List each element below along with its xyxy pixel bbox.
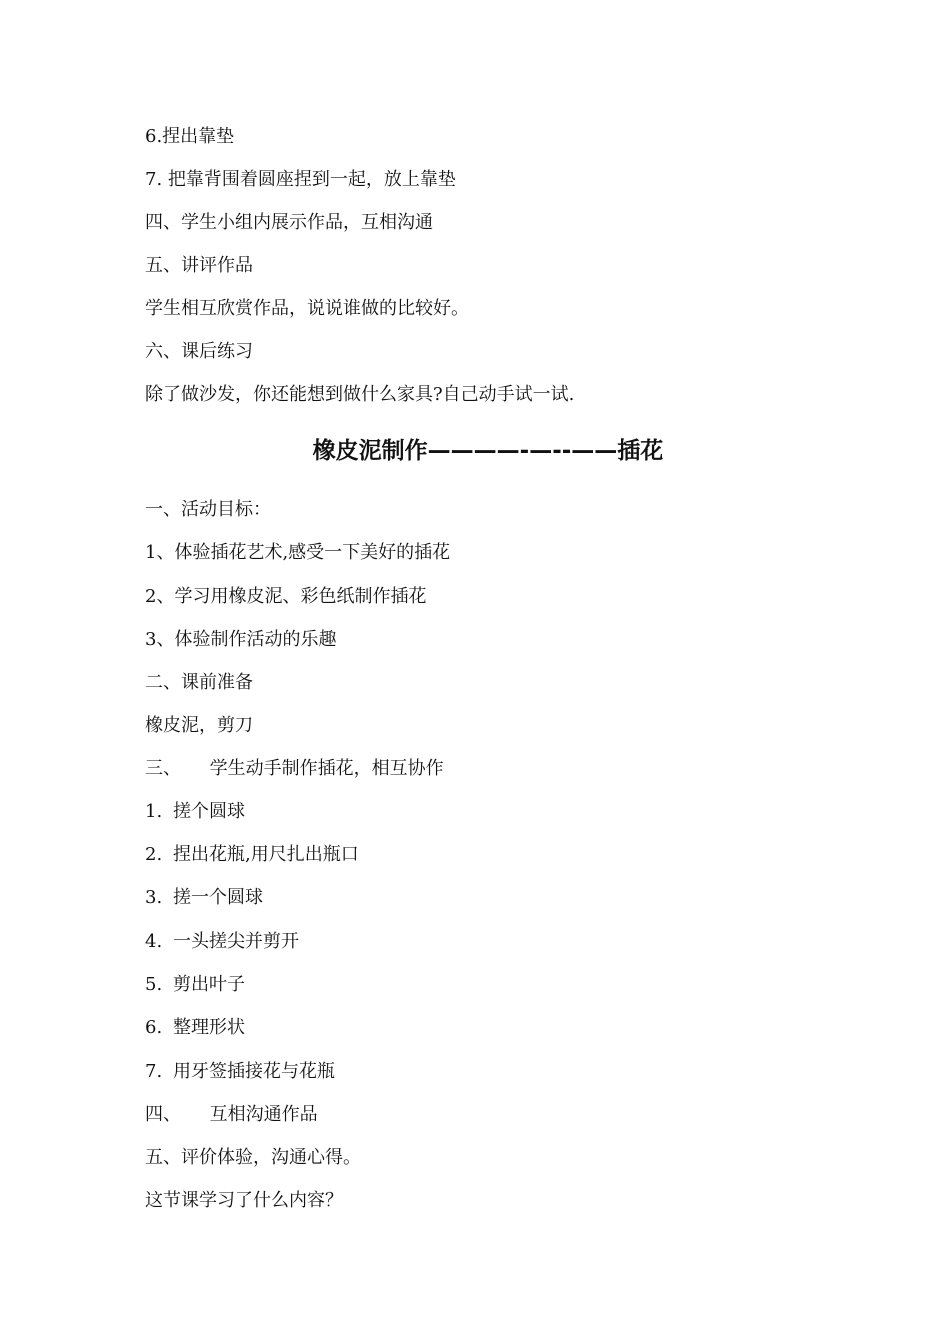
list-item-number: 6. xyxy=(145,1017,163,1038)
list-item xyxy=(145,843,359,867)
sharing-heading: 四、 互相沟通作品 xyxy=(145,1104,318,1125)
section-4-heading: 四、学生小组内展示作品，互相沟通 xyxy=(145,212,433,233)
list-item-text: 一头搓尖并剪开 xyxy=(173,931,299,952)
list-item-number: 3. xyxy=(145,887,163,908)
section-5-text: 学生相互欣赏作品，说说谁做的比较好。 xyxy=(145,298,469,319)
goals-heading: 一、活动目标： xyxy=(145,499,271,520)
section-6-heading: 六、课后练习 xyxy=(145,341,253,362)
list-item-number: 4. xyxy=(145,931,163,952)
goal-3: 3、体验制作活动的乐趣 xyxy=(145,629,337,650)
document-title: 橡皮泥制作————-—--——插花 xyxy=(312,438,664,464)
section-6-text: 除了做沙发，你还能想到做什么家具?自己动手试一试. xyxy=(145,384,575,405)
list-item-number: 7. xyxy=(145,1061,163,1082)
list-item xyxy=(145,973,245,997)
review-question: 这节课学习了什么内容？ xyxy=(145,1190,343,1211)
list-item xyxy=(145,1060,335,1084)
evaluation-heading: 五、评价体验，沟通心得。 xyxy=(145,1147,361,1168)
list-item xyxy=(145,1016,245,1040)
list-item-number: 5. xyxy=(145,974,163,995)
list-item xyxy=(145,800,245,824)
list-item-text: 剪出叶子 xyxy=(173,974,245,995)
list-item-text: 用牙签插接花与花瓶 xyxy=(173,1061,335,1082)
list-item-number: 1. xyxy=(145,801,163,822)
goal-2: 2、学习用橡皮泥、彩色纸制作插花 xyxy=(145,586,427,607)
list-item-text: 搓个圆球 xyxy=(173,801,245,822)
list-item-text: 搓一个圆球 xyxy=(173,887,263,908)
section-5-heading: 五、讲评作品 xyxy=(145,255,253,276)
list-item xyxy=(145,886,263,910)
making-heading: 三、 学生动手制作插花，相互协作 xyxy=(145,758,444,779)
step-7-line: 7. 把靠背围着圆座捏到一起，放上靠垫 xyxy=(145,169,456,190)
preparation-text: 橡皮泥，剪刀 xyxy=(145,715,253,736)
list-item-text: 捏出花瓶,用尺扎出瓶口 xyxy=(173,844,359,865)
step-6-line: 6.捏出靠垫 xyxy=(145,126,235,147)
goal-1: 1、体验插花艺术,感受一下美好的插花 xyxy=(145,542,451,563)
list-item xyxy=(145,930,299,954)
list-item-number: 2. xyxy=(145,844,163,865)
list-item-text: 整理形状 xyxy=(173,1017,245,1038)
preparation-heading: 二、课前准备 xyxy=(145,672,253,693)
